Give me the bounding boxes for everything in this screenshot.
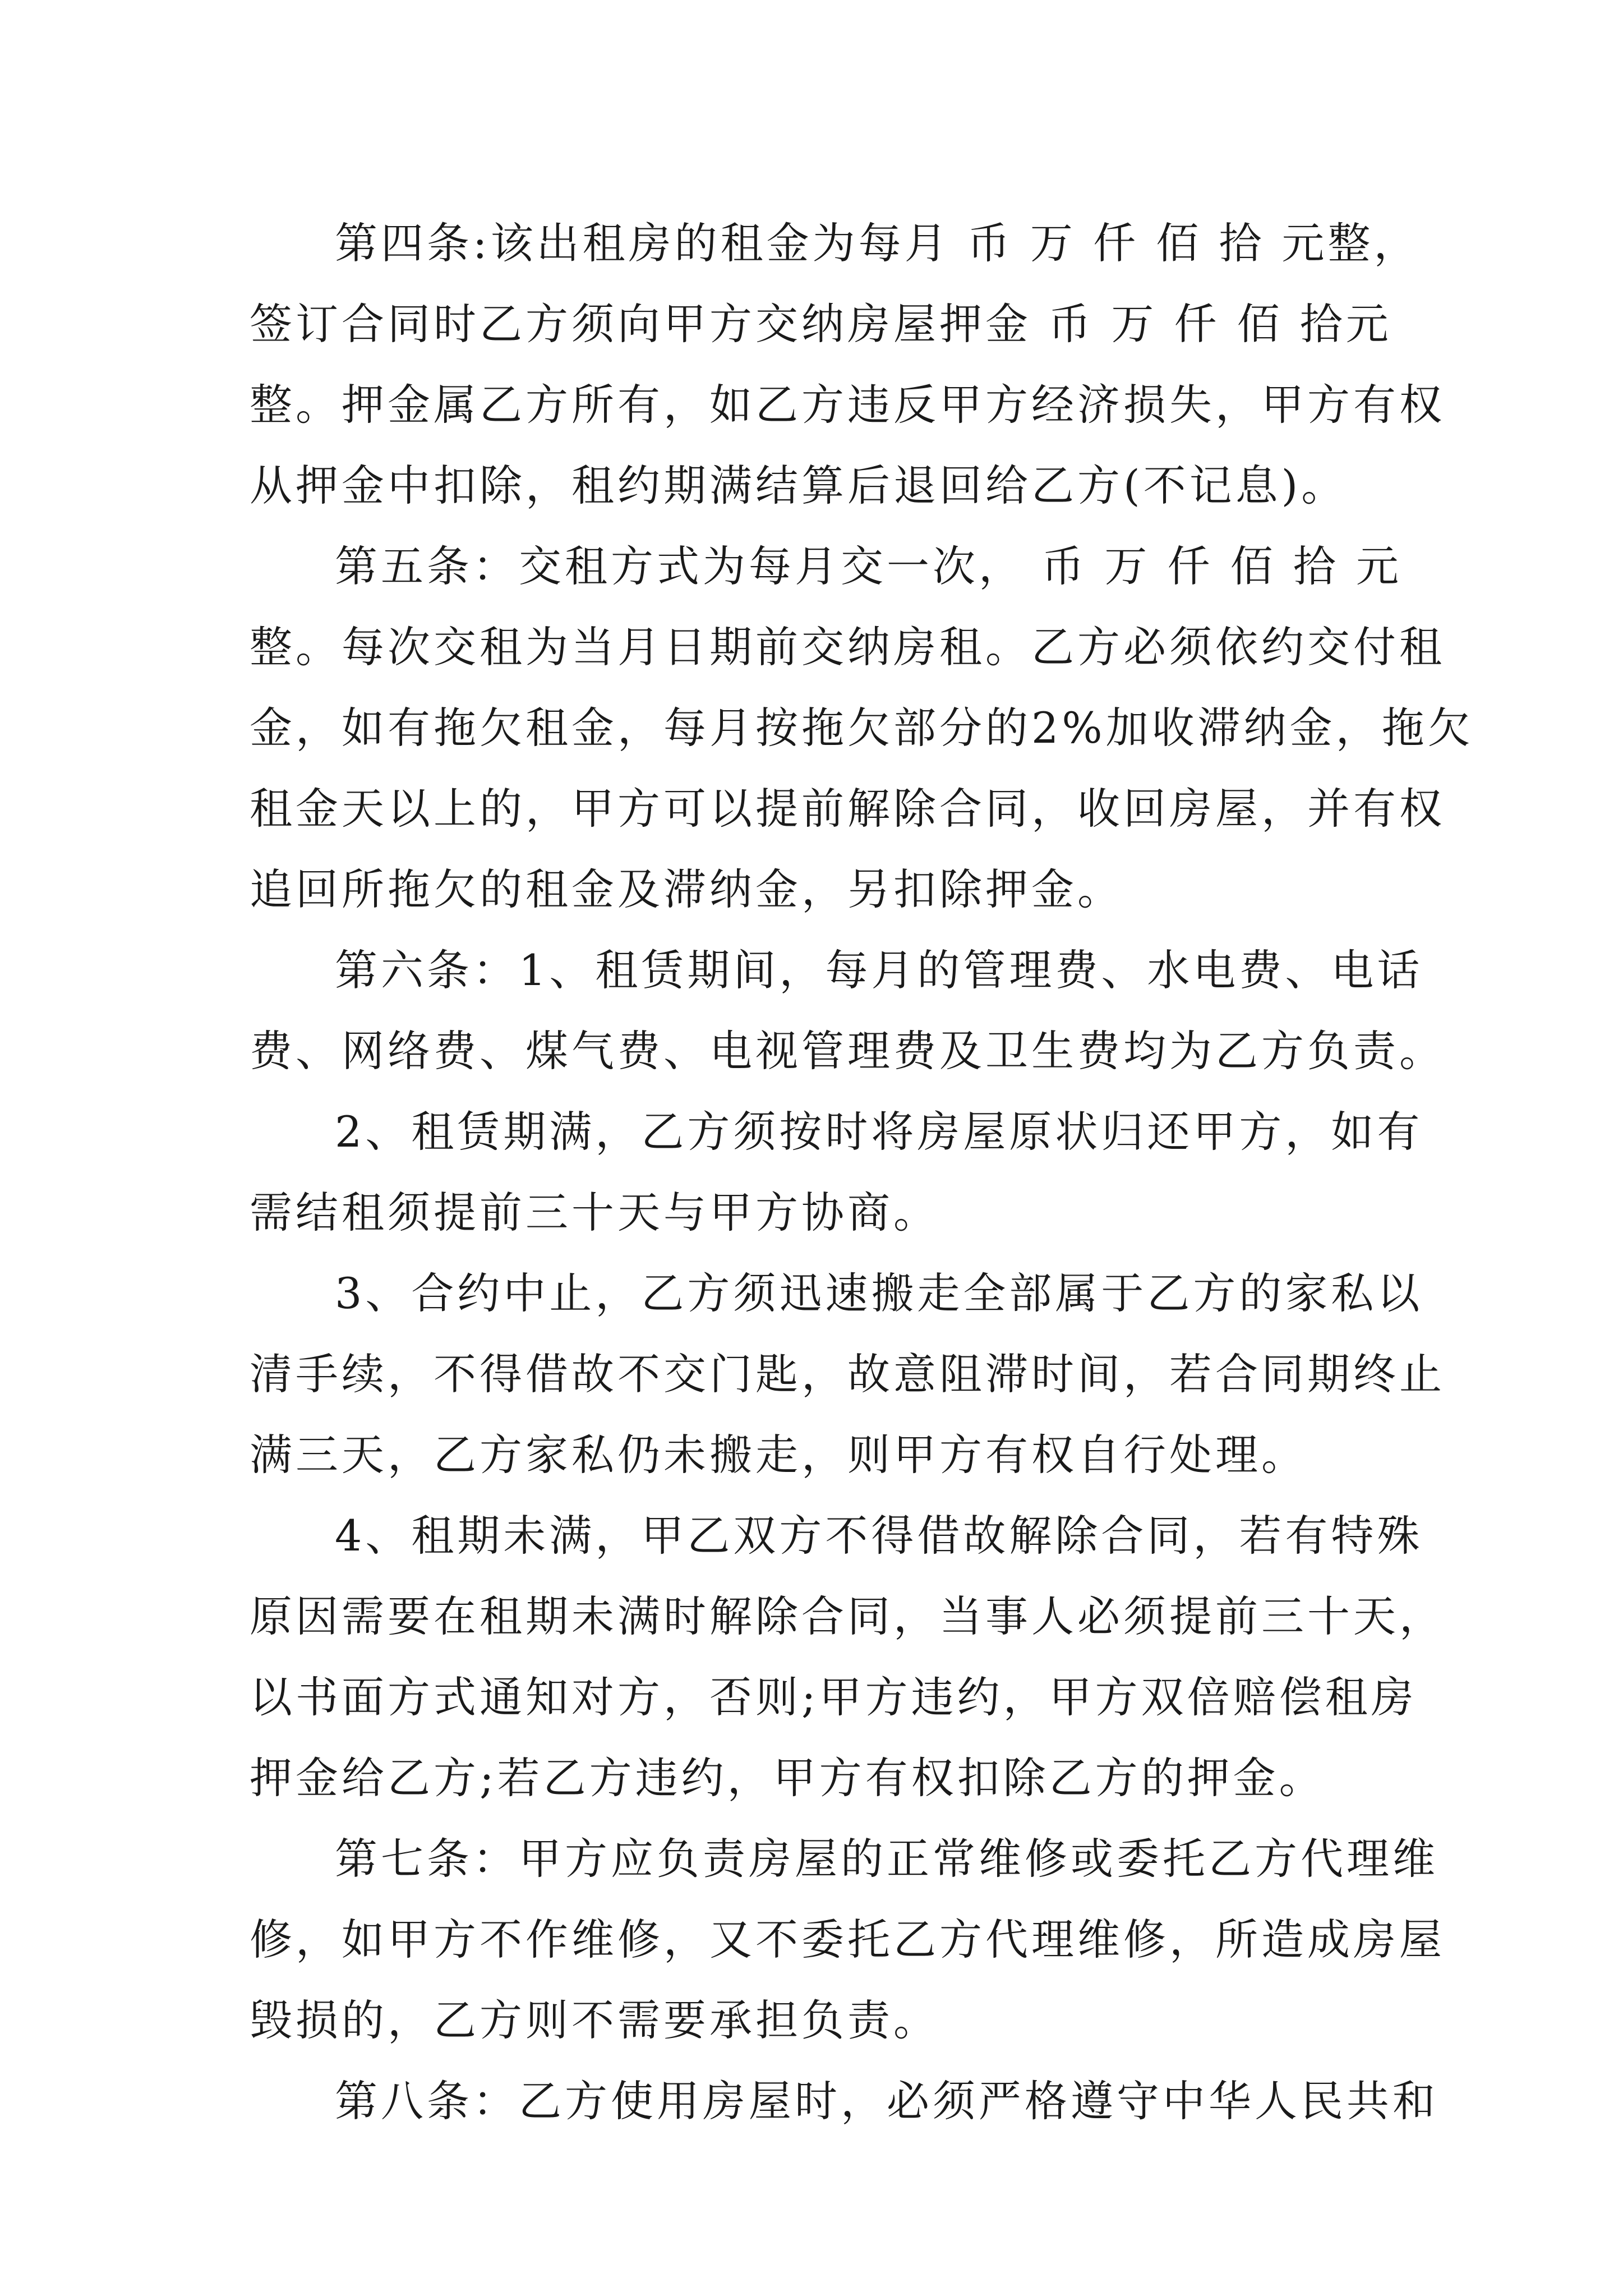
text-line: 第五条：交租方式为每月交一次， 币 万 仟 佰 拾 元 xyxy=(335,541,1402,591)
text-line: 以书面方式通知对方，否则;甲方违约，甲方双倍赔偿租房 xyxy=(250,1672,1417,1722)
text-line: 原因需要在租期未满时解除合同，当事人必须提前三十天， xyxy=(250,1591,1445,1641)
text-line: 从押金中扣除，租约期满结算后退回给乙方(不记息)。 xyxy=(250,461,1348,510)
contract-body xyxy=(250,203,1474,2142)
text-line: 4、租期未满，甲乙双方不得借故解除合同，若有特殊 xyxy=(335,1511,1423,1561)
text-line: 签订合同时乙方须向甲方交纳房屋押金 币 万 仟 佰 拾元 xyxy=(250,299,1392,349)
text-line: 3、合约中止，乙方须迅速搬走全部属于乙方的家私以 xyxy=(335,1268,1423,1318)
text-line: 整。押金属乙方所有，如乙方违反甲方经济损失，甲方有权 xyxy=(250,380,1445,430)
text-line: 需结租须提前三十天与甲方协商。 xyxy=(250,1188,939,1237)
text-line: 金，如有拖欠租金，每月按拖欠部分的2%加收滞纳金，拖欠 xyxy=(250,703,1474,753)
text-line: 费、网络费、煤气费、电视管理费及卫生费均为乙方负责。 xyxy=(250,1026,1445,1076)
text-line: 整。每次交租为当月日期前交纳房租。乙方必须依约交付租 xyxy=(250,622,1445,672)
text-line: 第七条：甲方应负责房屋的正常维修或委托乙方代理维 xyxy=(335,1834,1438,1884)
text-line: 满三天，乙方家私仍未搬走，则甲方有权自行处理。 xyxy=(250,1430,1307,1480)
text-line: 2、租赁期满，乙方须按时将房屋原状归还甲方，如有 xyxy=(335,1107,1423,1157)
text-line: 第八条：乙方使用房屋时，必须严格遵守中华人民共和 xyxy=(335,2076,1438,2126)
text-line: 第四条:该出租房的租金为每月 币 万 仟 佰 拾 元整， xyxy=(335,218,1420,268)
text-line: 追回所拖欠的租金及滞纳金，另扣除押金。 xyxy=(250,864,1123,914)
text-line: 修，如甲方不作维修，又不委托乙方代理维修，所造成房屋 xyxy=(250,1915,1445,1964)
text-line: 第六条：1、租赁期间，每月的管理费、水电费、电话 xyxy=(335,945,1423,995)
text-line: 押金给乙方;若乙方违约，甲方有权扣除乙方的押金。 xyxy=(250,1753,1325,1803)
text-line: 清手续，不得借故不交门匙，故意阻滞时间，若合同期终止 xyxy=(250,1349,1445,1399)
text-line: 毁损的，乙方则不需要承担负责。 xyxy=(250,1995,939,2045)
text-line: 租金天以上的，甲方可以提前解除合同，收回房屋，并有权 xyxy=(250,784,1445,834)
